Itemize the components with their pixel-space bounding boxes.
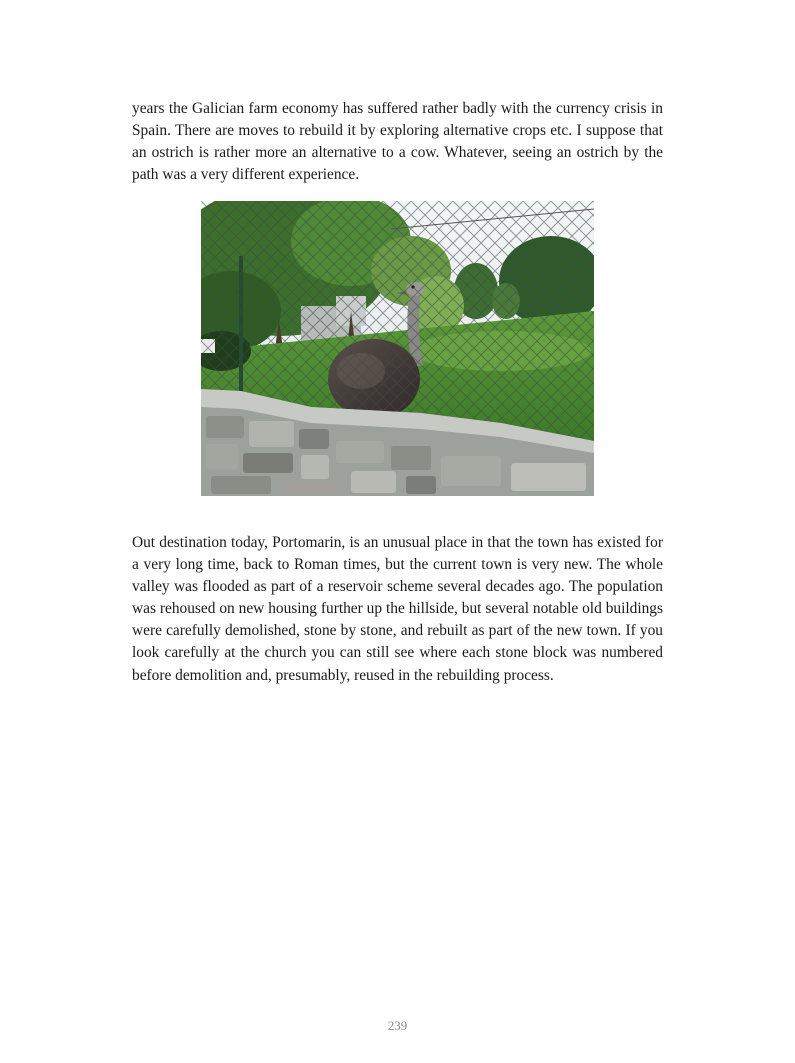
body-paragraph-1: years the Galician farm economy has suffered rather badly with the currency crisis in Spain. There are moves to rebuild it by exploring alternative crops etc. I suppose that an ostrich is rather more an alternative to a cow. Whatever, seeing an ostrich by the path was a very different experience. [132,100,663,184]
ostrich-photo [201,201,594,496]
body-paragraph-2: Out destination today, Portomarin, is an unusual place in that the town has existed for a very long time, back to Roman times, but the current town is very new. The whole valley was flooded as part of a reservoir scheme several decades ago. The population was rehoused on new housing further up the hillside, but several notable old buildings were carefully demolished, stone by stone, and rebuilt as part of the new town. If you look carefully at the church you can still see where each stone block was numbered before demolition and, presumably, reused in the rebuilding process. [132,534,663,684]
page-number: 239 [387,1018,408,1033]
